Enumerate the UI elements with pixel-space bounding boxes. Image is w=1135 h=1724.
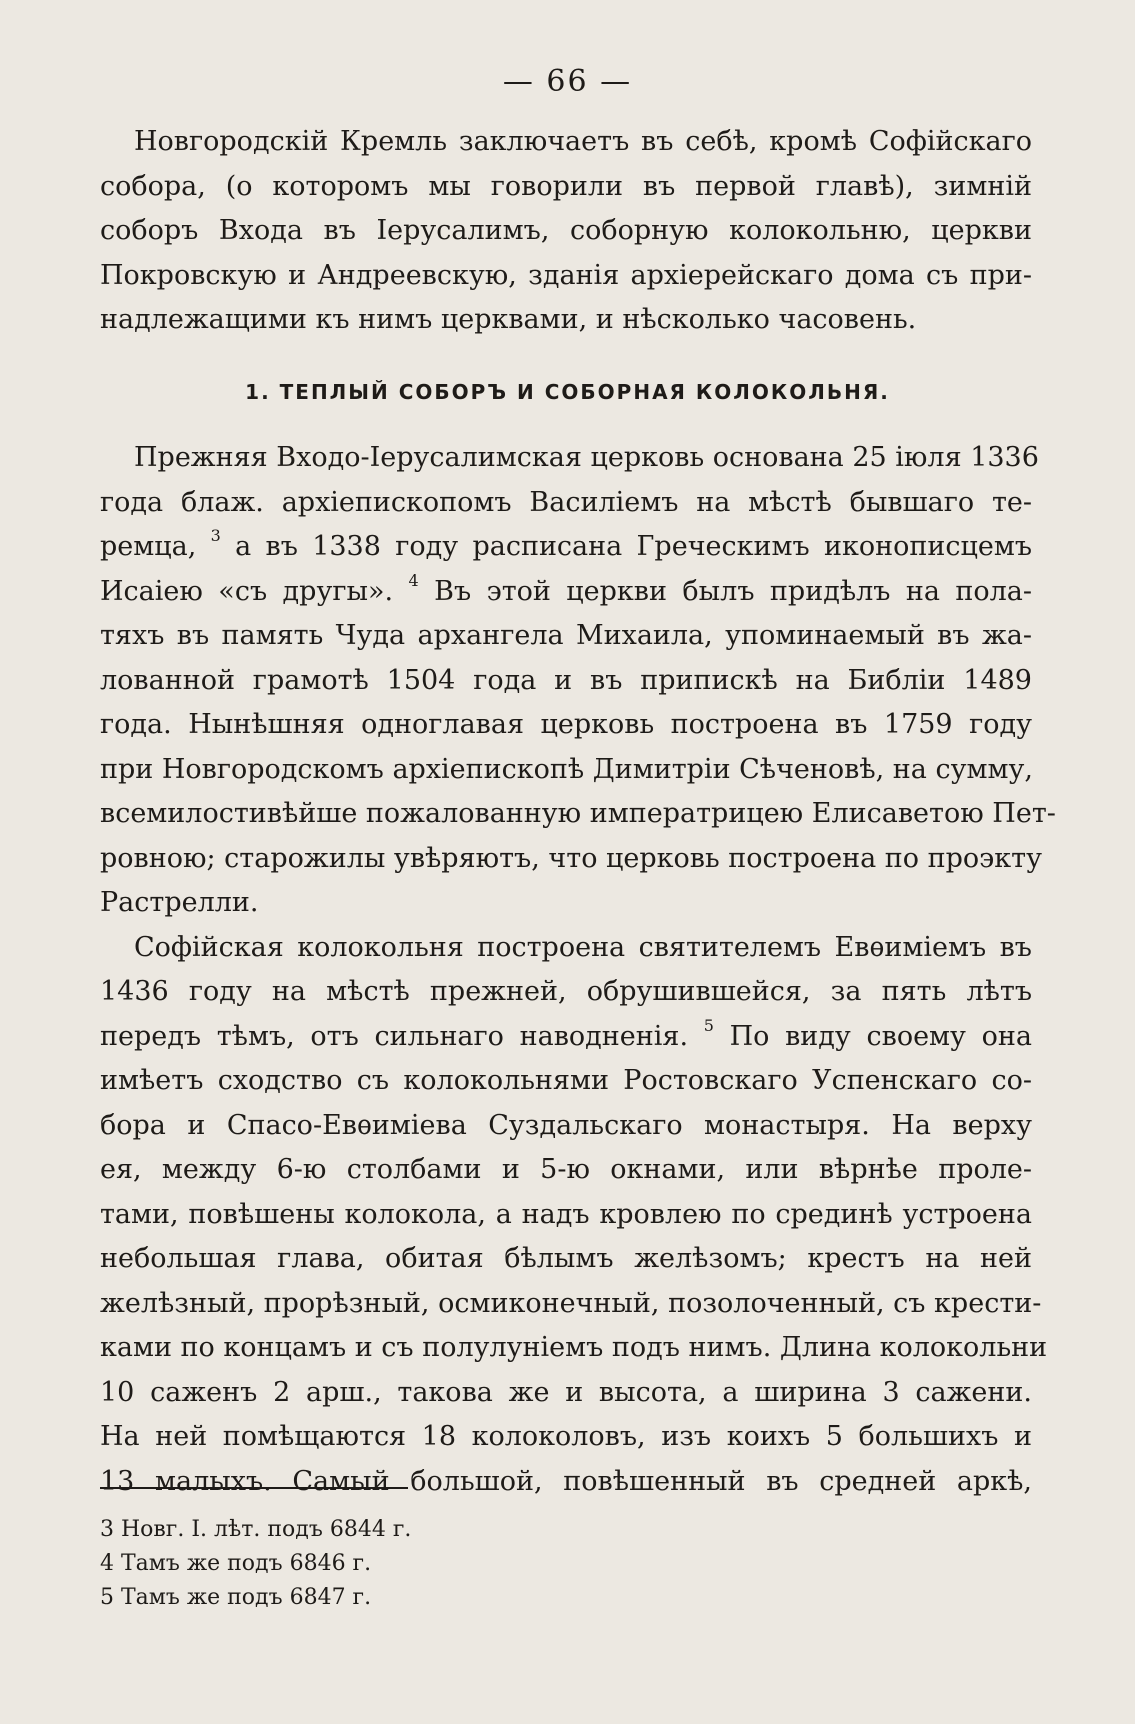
text-run: ремца, — [100, 531, 211, 562]
text-line: ея, между 6-ю столбами и 5-ю окнами, или вѣрнѣе проле- — [100, 1154, 1032, 1185]
text-line: На ней помѣщаются 18 колоколовъ, изъ коихъ 5 большихъ и — [100, 1421, 1032, 1452]
text-run: Въ этой церкви былъ придѣлъ на пола- — [418, 575, 1033, 607]
text-line: тяхъ въ память Чуда архангела Михаила, упоминаемый въ жа- — [100, 620, 1032, 651]
text-line: Растрелли. — [100, 887, 259, 918]
text-run: а въ 1338 году расписана Греческимъ иконописцемъ — [220, 531, 1033, 562]
text-line: всемилостивѣйше пожалованную императрицею Елисаветою Пет- — [100, 798, 1056, 829]
text-line: тами, повѣшены колокола, а надъ кровлею по срединѣ устроена — [100, 1198, 1032, 1230]
text-line: 10 саженъ 2 арш., такова же и высота, а ширина 3 сажени. — [100, 1376, 1032, 1408]
body-text — [100, 436, 1056, 1504]
page-number: — 66 — — [502, 64, 633, 99]
footnotes — [100, 1513, 800, 1615]
text-line — [100, 570, 1032, 615]
footnote-ref[interactable]: 5 — [703, 1015, 714, 1035]
footnote-ref[interactable]: 4 — [408, 570, 419, 590]
text-run: Исаіею «съ другы». — [100, 575, 409, 607]
text-line: ками по концамъ и съ полулуніемъ подъ нимъ. Длина колокольни — [100, 1332, 1048, 1363]
section-heading: 1. ТЕПЛЫЙ СОБОРЪ И СОБОРНАЯ КОЛОКОЛЬНЯ. — [245, 380, 890, 404]
text-run: По виду своему она — [713, 1020, 1032, 1052]
text-line — [100, 525, 1032, 570]
footnote-ref[interactable]: 3 — [210, 526, 221, 545]
text-run: передъ тѣмъ, отъ сильнаго наводненія. — [100, 1020, 704, 1052]
text-line: при Новгородскомъ архіепископѣ Димитріи Сѣченовѣ, на сумму, — [100, 753, 1033, 785]
text-line: 13 малыхъ. Самый большой, повѣшенный въ средней аркѣ, — [100, 1465, 1032, 1497]
text-line: соборъ Входа въ Іерусалимъ, соборную колокольню, церкви — [100, 215, 1032, 246]
text-line: имѣетъ сходство съ колокольнями Ростовскаго Успенскаго со- — [100, 1065, 1032, 1096]
intro-paragraph — [100, 120, 1032, 343]
text-line: 1436 году на мѣстѣ прежней, обрушившейся, за пять лѣтъ — [100, 976, 1032, 1007]
text-line: лованной грамотѣ 1504 года и въ припискѣ на Библіи 1489 — [100, 664, 1032, 696]
text-line: желѣзный, прорѣзный, осмиконечный, позолоченный, съ крести- — [100, 1287, 1042, 1319]
text-line: года блаж. архіепископомъ Василіемъ на мѣстѣ бывшаго те- — [100, 486, 1032, 518]
footnote: 3 Новг. I. лѣт. подъ 6844 г. — [100, 1517, 412, 1542]
text-line: Покровскую и Андреевскую, зданія архіерейскаго дома съ при- — [100, 259, 1032, 291]
text-line — [100, 1015, 1032, 1060]
text-line: бора и Спасо-Евѳиміева Суздальскаго монастыря. На верху — [100, 1109, 1032, 1141]
text-line: надлежащими къ нимъ церквами, и нѣсколько часовень. — [100, 304, 917, 335]
footnote: 5 Тамъ же подъ 6847 г. — [100, 1585, 372, 1610]
text-line: собора, (о которомъ мы говорили въ первой главѣ), зимній — [100, 170, 1032, 202]
text-line: Софійская колокольня построена святителемъ Евѳиміемъ въ — [134, 931, 1032, 963]
text-line: Прежняя Входо-Іерусалимская церковь основана 25 іюля 1336 — [134, 442, 1039, 473]
text-line: небольшая глава, обитая бѣлымъ желѣзомъ; крестъ на ней — [100, 1243, 1032, 1274]
footnote: 4 Тамъ же подъ 6846 г. — [100, 1551, 372, 1576]
text-line: года. Нынѣшняя одноглавая церковь построена въ 1759 году — [100, 709, 1032, 740]
footnote-divider — [100, 1487, 408, 1489]
text-line: ровною; старожилы увѣряютъ, что церковь построена по проэкту — [100, 842, 1042, 874]
text-line: Новгородскій Кремль заключаетъ въ себѣ, кромѣ Софійскаго — [134, 126, 1032, 157]
